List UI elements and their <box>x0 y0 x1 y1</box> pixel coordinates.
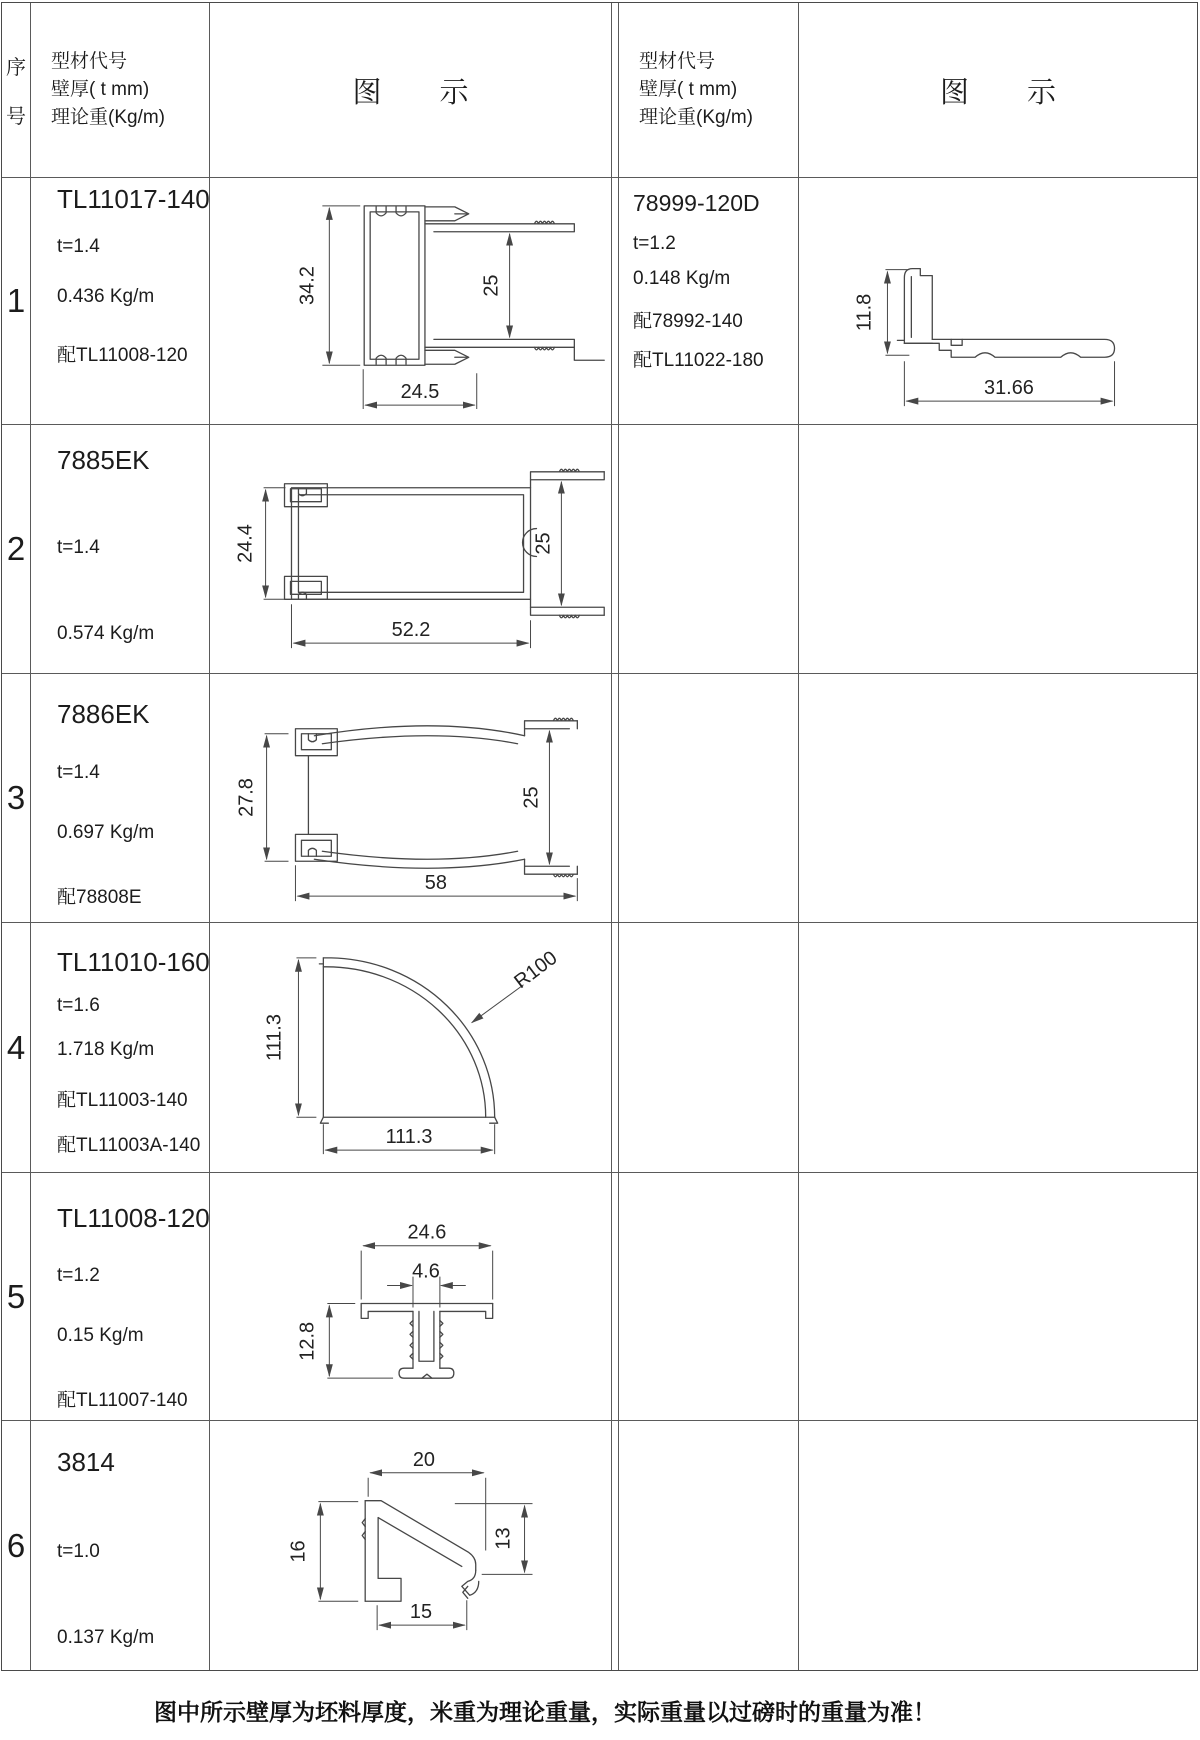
profile-drawing-78999-120D <box>799 178 1197 424</box>
unit-weight: 0.137 Kg/m <box>57 1627 155 1648</box>
unit-weight: 1.718 Kg/m <box>57 1039 155 1060</box>
profile-drawing-7886EK <box>210 674 612 922</box>
header-spec-thickness: 壁厚( t mm) <box>51 79 150 100</box>
dim-width: 58 <box>424 872 447 895</box>
profile-outline <box>362 1501 479 1602</box>
header-spec-weight: 理论重(Kg/m) <box>639 107 754 128</box>
profile-outline <box>285 469 605 617</box>
empty-diagram-cell <box>799 1173 1197 1421</box>
wall-thickness: t=1.2 <box>57 1265 100 1286</box>
diagram-cell-7885EK <box>210 425 612 674</box>
dim-height: 34.2 <box>296 266 319 305</box>
header-spec-right <box>619 3 799 178</box>
column-divider <box>612 1421 619 1670</box>
spec-cell-TL11017-140 <box>31 178 210 425</box>
wall-thickness: t=1.4 <box>57 236 100 257</box>
dim-height: 11.8 <box>853 293 876 332</box>
profile-code: TL11010-160 <box>57 947 210 977</box>
matching-profile: 配TL11007-140 <box>57 1390 188 1411</box>
diagram-cell-78999-120D <box>799 178 1197 425</box>
diagram-cell-TL11008-120 <box>210 1173 612 1421</box>
column-divider <box>612 674 619 923</box>
profile-outline <box>361 1303 492 1378</box>
header-spec-left <box>31 3 210 178</box>
profile-drawing-7885EK <box>210 425 612 673</box>
row-number: 1 <box>2 178 31 425</box>
dim-height: 24.4 <box>234 524 257 563</box>
matching-profile: 配78992-140 <box>633 311 743 332</box>
diagram-cell-7886EK <box>210 674 612 923</box>
dim-height: 27.8 <box>235 778 258 817</box>
spec-cell-TL11008-120 <box>31 1173 210 1421</box>
header-diagram-left: 图 示 <box>210 3 612 178</box>
profile-drawing-TL11008-120 <box>210 1173 612 1420</box>
dimension-lines <box>854 270 1115 406</box>
dim-width: 52.2 <box>391 619 431 642</box>
matching-profile: 配TL11022-180 <box>633 350 764 371</box>
unit-weight: 0.436 Kg/m <box>57 286 155 307</box>
profile-outline <box>319 958 497 1123</box>
dim-channel: 25 <box>480 274 503 297</box>
profile-code: TL11017-140 <box>57 184 210 214</box>
spec-cell-7886EK <box>31 674 210 923</box>
wall-thickness: t=1.4 <box>57 537 100 558</box>
unit-weight: 0.574 Kg/m <box>57 623 155 644</box>
dim-right-height: 13 <box>492 1527 515 1550</box>
column-divider <box>612 3 619 178</box>
empty-diagram-cell <box>799 1421 1197 1670</box>
profile-code: 7885EK <box>57 445 150 475</box>
dim-top-width: 24.6 <box>407 1221 447 1244</box>
dim-left-height: 16 <box>287 1540 310 1563</box>
dim-slot-width: 4.6 <box>412 1260 440 1283</box>
header-spec-code: 型材代号 <box>639 51 716 72</box>
header-seq-line1: 序 <box>6 57 26 79</box>
dimension-lines <box>296 1222 492 1378</box>
matching-profile: 配78808E <box>57 887 142 908</box>
dim-height: 12.8 <box>296 1321 319 1361</box>
matching-profile: 配TL11003-140 <box>57 1090 188 1111</box>
column-divider <box>612 425 619 674</box>
empty-spec-cell <box>619 923 799 1173</box>
unit-weight: 0.148 Kg/m <box>633 268 731 289</box>
dimension-lines <box>287 1449 532 1630</box>
row-number: 3 <box>2 674 31 923</box>
dim-width: 111.3 <box>385 1126 433 1149</box>
dim-channel: 25 <box>532 532 555 555</box>
diagram-cell-TL11010-160 <box>210 923 612 1173</box>
spec-cell-7885EK <box>31 425 210 674</box>
empty-spec-cell <box>619 1173 799 1421</box>
profile-code: TL11008-120 <box>57 1203 210 1233</box>
header-spec-weight: 理论重(Kg/m) <box>51 107 166 128</box>
unit-weight: 0.15 Kg/m <box>57 1325 144 1346</box>
header-seq-line2: 号 <box>6 106 26 128</box>
dim-channel: 25 <box>520 786 543 809</box>
footer-note: 图中所示壁厚为坯料厚度，米重为理论重量，实际重量以过磅时的重量为准！ <box>154 1699 936 1725</box>
column-divider <box>612 923 619 1173</box>
dim-top-width: 20 <box>412 1448 436 1471</box>
empty-spec-cell <box>619 1421 799 1670</box>
row-number: 5 <box>2 1173 31 1421</box>
dimension-lines <box>235 482 562 648</box>
empty-spec-cell <box>619 425 799 674</box>
column-divider <box>612 178 619 425</box>
header-spec-code: 型材代号 <box>51 51 128 72</box>
row-number: 4 <box>2 923 31 1173</box>
spec-cell-TL11010-160 <box>31 923 210 1173</box>
profile-code: 78999-120D <box>633 190 760 216</box>
profile-drawing-TL11010-160 <box>210 923 612 1172</box>
empty-diagram-cell <box>799 674 1197 923</box>
profile-code: 3814 <box>57 1447 115 1477</box>
wall-thickness: t=1.0 <box>57 1541 100 1562</box>
dim-radius: R100 <box>510 946 562 994</box>
header-spec-thickness: 壁厚( t mm) <box>639 79 738 100</box>
dim-bottom-width: 15 <box>409 1601 433 1624</box>
diagram-cell-3814 <box>210 1421 612 1670</box>
spec-cell-78999-120D <box>619 178 799 425</box>
profile-outline <box>897 269 1114 358</box>
spec-cell-3814 <box>31 1421 210 1670</box>
dimension-lines <box>264 947 562 1154</box>
empty-spec-cell <box>619 674 799 923</box>
header-diagram-right: 图 示 <box>799 3 1197 178</box>
wall-thickness: t=1.4 <box>57 762 100 783</box>
row-number: 6 <box>2 1421 31 1670</box>
profile-drawing-3814 <box>210 1421 612 1669</box>
profile-drawing-TL11017-140 <box>210 178 612 424</box>
dim-width: 31.66 <box>984 377 1034 400</box>
header-seq <box>2 3 31 178</box>
empty-diagram-cell <box>799 425 1197 674</box>
empty-diagram-cell <box>799 923 1197 1173</box>
wall-thickness: t=1.2 <box>633 233 676 254</box>
profile-code: 7886EK <box>57 699 150 729</box>
dim-width: 24.5 <box>400 381 440 404</box>
profile-table <box>1 2 1198 1671</box>
matching-profile: 配TL11003A-140 <box>57 1135 201 1156</box>
dimension-lines <box>296 206 509 409</box>
diagram-cell-TL11017-140 <box>210 178 612 425</box>
column-divider <box>612 1173 619 1421</box>
dimension-lines <box>236 731 578 901</box>
dim-height: 111.3 <box>263 1014 286 1061</box>
unit-weight: 0.697 Kg/m <box>57 822 155 843</box>
wall-thickness: t=1.6 <box>57 995 100 1016</box>
matching-profile: 配TL11008-120 <box>57 345 188 366</box>
row-number: 2 <box>2 425 31 674</box>
